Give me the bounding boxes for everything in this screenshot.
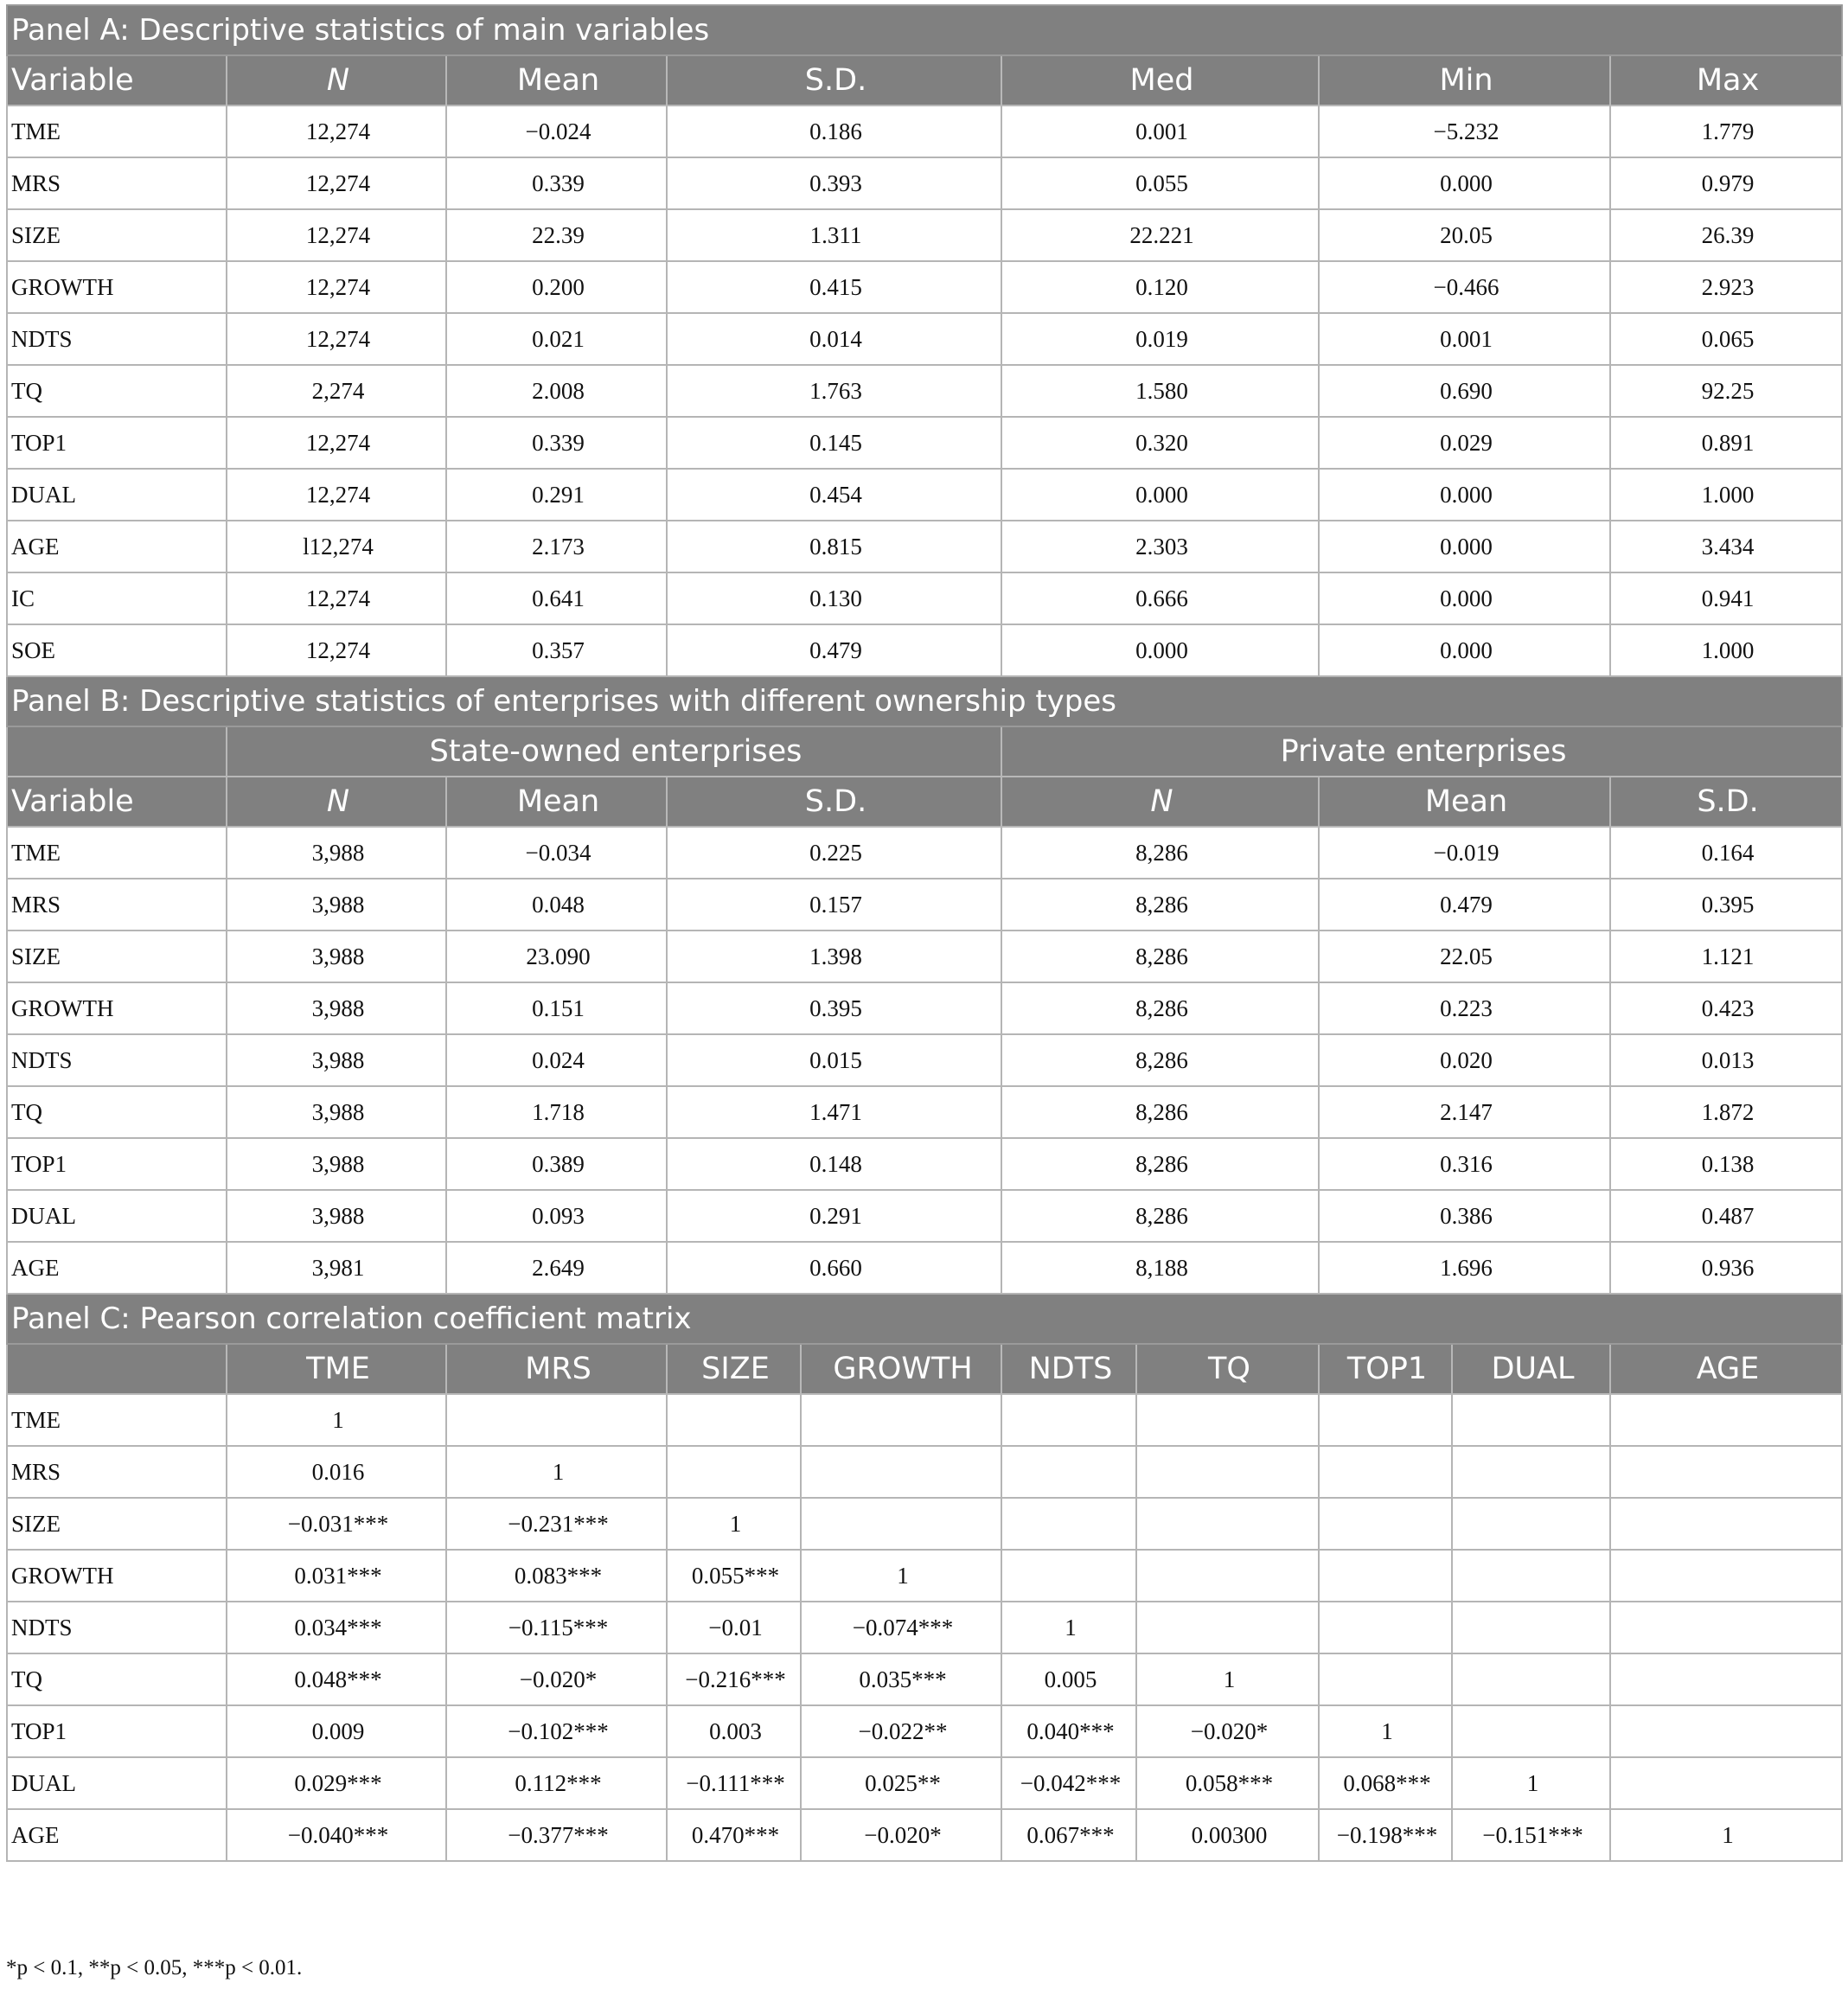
table-cell: 3,988 — [227, 1190, 446, 1242]
table-cell: 0.013 — [1610, 1034, 1842, 1086]
table-cell: −0.042*** — [1001, 1757, 1136, 1809]
table-cell: 2.173 — [446, 521, 667, 572]
table-cell: 0.000 — [1001, 624, 1319, 676]
table-row — [7, 261, 1842, 313]
table-cell: 1 — [1452, 1757, 1610, 1809]
table-row — [7, 879, 1842, 931]
table-cell: 0.009 — [227, 1705, 446, 1757]
table-cell: 12,274 — [227, 624, 446, 676]
row-label: SIZE — [7, 931, 227, 982]
column-header: TQ — [1136, 1344, 1319, 1394]
table-row — [7, 572, 1842, 624]
table-cell: −0.020* — [1136, 1705, 1319, 1757]
table-cell: 1 — [801, 1550, 1001, 1602]
table-cell: 0.029*** — [227, 1757, 446, 1809]
table-cell: 8,286 — [1001, 1138, 1319, 1190]
table-cell: −5.232 — [1319, 106, 1610, 157]
table-cell: 0.339 — [446, 417, 667, 469]
table-row — [7, 1446, 1842, 1498]
row-label: NDTS — [7, 1602, 227, 1653]
table-cell: −0.377*** — [446, 1809, 667, 1861]
table-cell: −0.216*** — [667, 1653, 801, 1705]
statistics-table-container — [6, 4, 1841, 1862]
table-row — [7, 1602, 1842, 1653]
table-cell: −0.022** — [801, 1705, 1001, 1757]
table-row — [7, 417, 1842, 469]
table-cell: 3.434 — [1610, 521, 1842, 572]
table-cell: 0.660 — [667, 1242, 1001, 1294]
column-header: SIZE — [667, 1344, 801, 1394]
group-header-state-owned: State-owned enterprises — [227, 726, 1001, 777]
table-cell: 0.035*** — [801, 1653, 1001, 1705]
table-cell — [1319, 1446, 1452, 1498]
table-cell: 0.00300 — [1136, 1809, 1319, 1861]
column-header: Mean — [446, 777, 667, 827]
table-row — [7, 1394, 1842, 1446]
table-cell — [801, 1498, 1001, 1550]
table-cell — [1001, 1498, 1136, 1550]
table-cell: 1.000 — [1610, 469, 1842, 521]
table-cell: 0.048 — [446, 879, 667, 931]
table-cell: 0.357 — [446, 624, 667, 676]
table-row — [7, 1498, 1842, 1550]
table-row — [7, 365, 1842, 417]
column-header: Mean — [446, 55, 667, 106]
table-cell: 92.25 — [1610, 365, 1842, 417]
row-label: SIZE — [7, 1498, 227, 1550]
column-header: N — [227, 777, 446, 827]
table-cell: 0.019 — [1001, 313, 1319, 365]
table-cell — [1319, 1550, 1452, 1602]
column-header: Min — [1319, 55, 1610, 106]
table-cell: 1 — [1610, 1809, 1842, 1861]
table-row — [7, 313, 1842, 365]
row-label: TQ — [7, 365, 227, 417]
row-label: DUAL — [7, 1190, 227, 1242]
table-cell: −0.034 — [446, 827, 667, 879]
table-cell: 0.979 — [1610, 157, 1842, 209]
column-header — [7, 726, 227, 777]
table-cell: 1.763 — [667, 365, 1001, 417]
table-cell — [1001, 1550, 1136, 1602]
row-label: SOE — [7, 624, 227, 676]
table-cell: 12,274 — [227, 209, 446, 261]
panel-a-title: Panel A: Descriptive statistics of main variables — [7, 5, 1842, 55]
table-cell: 0.000 — [1319, 572, 1610, 624]
table-cell: 1 — [227, 1394, 446, 1446]
table-cell: 1.311 — [667, 209, 1001, 261]
table-cell — [1610, 1550, 1842, 1602]
column-header: S.D. — [1610, 777, 1842, 827]
table-cell: 0.164 — [1610, 827, 1842, 879]
table-cell — [1610, 1498, 1842, 1550]
table-cell: 0.148 — [667, 1138, 1001, 1190]
row-label: MRS — [7, 157, 227, 209]
table-cell: 1 — [1319, 1705, 1452, 1757]
table-cell: 0.025** — [801, 1757, 1001, 1809]
table-cell: 0.389 — [446, 1138, 667, 1190]
table-cell: −0.024 — [446, 106, 667, 157]
table-cell: 0.200 — [446, 261, 667, 313]
table-cell: 0.320 — [1001, 417, 1319, 469]
table-cell: 0.000 — [1319, 469, 1610, 521]
table-cell: 2.923 — [1610, 261, 1842, 313]
table-cell: 0.000 — [1319, 521, 1610, 572]
table-row — [7, 469, 1842, 521]
table-cell: 8,286 — [1001, 879, 1319, 931]
table-cell: −0.231*** — [446, 1498, 667, 1550]
table-cell: 2.147 — [1319, 1086, 1610, 1138]
table-cell: 12,274 — [227, 261, 446, 313]
row-label: DUAL — [7, 469, 227, 521]
row-label: AGE — [7, 1809, 227, 1861]
column-header: NDTS — [1001, 1344, 1136, 1394]
table-row — [7, 827, 1842, 879]
table-cell — [1136, 1602, 1319, 1653]
table-cell: 1.121 — [1610, 931, 1842, 982]
table-cell: 22.05 — [1319, 931, 1610, 982]
table-cell — [1610, 1446, 1842, 1498]
table-cell: 0.024 — [446, 1034, 667, 1086]
table-cell: 0.666 — [1001, 572, 1319, 624]
table-row — [7, 1242, 1842, 1294]
table-cell: 0.145 — [667, 417, 1001, 469]
table-cell: 0.386 — [1319, 1190, 1610, 1242]
table-cell: 0.225 — [667, 827, 1001, 879]
table-cell — [1452, 1498, 1610, 1550]
table-cell: 0.487 — [1610, 1190, 1842, 1242]
table-cell — [801, 1394, 1001, 1446]
table-cell: 0.000 — [1319, 157, 1610, 209]
table-cell: 0.130 — [667, 572, 1001, 624]
table-cell: 3,988 — [227, 1086, 446, 1138]
table-cell: 0.000 — [1319, 624, 1610, 676]
row-label: GROWTH — [7, 261, 227, 313]
table-cell: 0.001 — [1001, 106, 1319, 157]
table-cell: 0.120 — [1001, 261, 1319, 313]
table-cell: 0.186 — [667, 106, 1001, 157]
table-cell: 0.223 — [1319, 982, 1610, 1034]
table-row — [7, 624, 1842, 676]
table-cell: 0.815 — [667, 521, 1001, 572]
table-cell: 3,988 — [227, 1034, 446, 1086]
table-cell: 0.112*** — [446, 1757, 667, 1809]
column-header: Variable — [7, 55, 227, 106]
table-cell — [801, 1446, 1001, 1498]
table-cell: 8,286 — [1001, 982, 1319, 1034]
table-cell — [1319, 1394, 1452, 1446]
table-cell: 0.454 — [667, 469, 1001, 521]
column-header: N — [1001, 777, 1319, 827]
table-row — [7, 1034, 1842, 1086]
table-cell: 3,981 — [227, 1242, 446, 1294]
table-cell: 0.065 — [1610, 313, 1842, 365]
table-cell: 0.479 — [1319, 879, 1610, 931]
table-cell — [1610, 1394, 1842, 1446]
table-cell: 23.090 — [446, 931, 667, 982]
table-row — [7, 1809, 1842, 1861]
table-cell: 0.016 — [227, 1446, 446, 1498]
table-cell — [1452, 1394, 1610, 1446]
table-cell — [1452, 1446, 1610, 1498]
table-cell: 2.008 — [446, 365, 667, 417]
table-cell: 0.021 — [446, 313, 667, 365]
table-cell: 3,988 — [227, 827, 446, 879]
table-cell: 1.779 — [1610, 106, 1842, 157]
table-row — [7, 157, 1842, 209]
table-cell: 0.151 — [446, 982, 667, 1034]
panel-c-title-row — [7, 1294, 1842, 1344]
table-row — [7, 521, 1842, 572]
column-header: MRS — [446, 1344, 667, 1394]
table-cell: 0.034*** — [227, 1602, 446, 1653]
panel-c-title: Panel C: Pearson correlation coefficient matrix — [7, 1294, 1842, 1344]
column-header: S.D. — [667, 777, 1001, 827]
table-cell: 1.872 — [1610, 1086, 1842, 1138]
row-label: TME — [7, 827, 227, 879]
table-cell: 0.093 — [446, 1190, 667, 1242]
table-cell: −0.102*** — [446, 1705, 667, 1757]
table-cell: 22.221 — [1001, 209, 1319, 261]
panel-b-title-row — [7, 676, 1842, 726]
table-cell: 0.020 — [1319, 1034, 1610, 1086]
row-label: AGE — [7, 1242, 227, 1294]
table-cell: 2.303 — [1001, 521, 1319, 572]
column-header: AGE — [1610, 1344, 1842, 1394]
table-cell: 8,286 — [1001, 1034, 1319, 1086]
table-cell: −0.01 — [667, 1602, 801, 1653]
table-row — [7, 982, 1842, 1034]
table-cell: 0.058*** — [1136, 1757, 1319, 1809]
table-cell: −0.040*** — [227, 1809, 446, 1861]
table-row — [7, 1757, 1842, 1809]
table-cell — [1001, 1446, 1136, 1498]
table-cell: 0.157 — [667, 879, 1001, 931]
table-cell — [1136, 1446, 1319, 1498]
table-cell — [667, 1394, 801, 1446]
column-header — [7, 1344, 227, 1394]
table-cell — [1452, 1602, 1610, 1653]
table-row — [7, 931, 1842, 982]
table-cell: 0.690 — [1319, 365, 1610, 417]
group-header-private: Private enterprises — [1001, 726, 1842, 777]
row-label: IC — [7, 572, 227, 624]
table-cell: 12,274 — [227, 469, 446, 521]
table-cell: 8,286 — [1001, 1190, 1319, 1242]
table-row — [7, 1190, 1842, 1242]
table-cell — [1610, 1602, 1842, 1653]
row-label: NDTS — [7, 313, 227, 365]
row-label: GROWTH — [7, 982, 227, 1034]
table-cell: 1 — [1001, 1602, 1136, 1653]
table-cell: 0.470*** — [667, 1809, 801, 1861]
table-cell: −0.020* — [801, 1809, 1001, 1861]
table-cell: 0.015 — [667, 1034, 1001, 1086]
table-cell: 3,988 — [227, 879, 446, 931]
table-cell: 0.138 — [1610, 1138, 1842, 1190]
table-cell — [667, 1446, 801, 1498]
table-cell: 0.941 — [1610, 572, 1842, 624]
row-label: MRS — [7, 1446, 227, 1498]
row-label: DUAL — [7, 1757, 227, 1809]
row-label: TOP1 — [7, 1138, 227, 1190]
table-cell: 8,286 — [1001, 931, 1319, 982]
table-cell: 1.696 — [1319, 1242, 1610, 1294]
row-label: TQ — [7, 1653, 227, 1705]
table-cell: 12,274 — [227, 417, 446, 469]
table-cell: 1.580 — [1001, 365, 1319, 417]
table-cell: −0.031*** — [227, 1498, 446, 1550]
table-cell: 1.398 — [667, 931, 1001, 982]
row-label: TQ — [7, 1086, 227, 1138]
column-header: TME — [227, 1344, 446, 1394]
table-row — [7, 1705, 1842, 1757]
row-label: TOP1 — [7, 1705, 227, 1757]
table-cell: 8,188 — [1001, 1242, 1319, 1294]
table-row — [7, 209, 1842, 261]
table-row — [7, 1653, 1842, 1705]
table-cell: −0.151*** — [1452, 1809, 1610, 1861]
table-cell: 8,286 — [1001, 1086, 1319, 1138]
table-cell: 0.641 — [446, 572, 667, 624]
table-cell: 1.718 — [446, 1086, 667, 1138]
table-cell: 0.395 — [1610, 879, 1842, 931]
table-cell — [1319, 1498, 1452, 1550]
table-cell — [1452, 1705, 1610, 1757]
column-header: Variable — [7, 777, 227, 827]
row-label: AGE — [7, 521, 227, 572]
table-cell: 0.029 — [1319, 417, 1610, 469]
table-cell: −0.466 — [1319, 261, 1610, 313]
column-header: S.D. — [667, 55, 1001, 106]
table-row — [7, 1086, 1842, 1138]
table-cell: 0.031*** — [227, 1550, 446, 1602]
table-cell: 12,274 — [227, 313, 446, 365]
table-cell — [1136, 1498, 1319, 1550]
table-cell: 0.423 — [1610, 982, 1842, 1034]
table-cell: 12,274 — [227, 157, 446, 209]
panel-c-header-row — [7, 1344, 1842, 1394]
row-label: TME — [7, 106, 227, 157]
table-cell: −0.074*** — [801, 1602, 1001, 1653]
table-cell: 0.048*** — [227, 1653, 446, 1705]
table-cell — [1452, 1653, 1610, 1705]
table-row — [7, 1138, 1842, 1190]
table-cell: 0.291 — [446, 469, 667, 521]
table-cell: 3,988 — [227, 931, 446, 982]
table-cell: 20.05 — [1319, 209, 1610, 261]
table-cell — [1136, 1394, 1319, 1446]
table-cell — [1610, 1757, 1842, 1809]
table-cell — [1001, 1394, 1136, 1446]
table-cell: 0.000 — [1001, 469, 1319, 521]
table-cell: 1.471 — [667, 1086, 1001, 1138]
table-cell: 0.415 — [667, 261, 1001, 313]
table-cell: −0.115*** — [446, 1602, 667, 1653]
row-label: MRS — [7, 879, 227, 931]
table-cell: 0.891 — [1610, 417, 1842, 469]
table-cell: 0.003 — [667, 1705, 801, 1757]
table-cell: 26.39 — [1610, 209, 1842, 261]
table-cell — [1610, 1653, 1842, 1705]
table-cell: 0.068*** — [1319, 1757, 1452, 1809]
row-label: TOP1 — [7, 417, 227, 469]
table-cell: 0.291 — [667, 1190, 1001, 1242]
table-cell: 0.005 — [1001, 1653, 1136, 1705]
statistics-table — [6, 4, 1843, 1862]
table-cell: 22.39 — [446, 209, 667, 261]
table-cell: 3,988 — [227, 982, 446, 1034]
table-cell: 0.936 — [1610, 1242, 1842, 1294]
column-header: Mean — [1319, 777, 1610, 827]
footnote: *p < 0.1, **p < 0.05, ***p < 0.01. — [6, 1956, 303, 1979]
table-cell — [1136, 1550, 1319, 1602]
table-cell: 0.395 — [667, 982, 1001, 1034]
table-cell: 0.393 — [667, 157, 1001, 209]
column-header: GROWTH — [801, 1344, 1001, 1394]
column-header: DUAL — [1452, 1344, 1610, 1394]
table-cell: 0.083*** — [446, 1550, 667, 1602]
table-cell: −0.019 — [1319, 827, 1610, 879]
panel-b-title: Panel B: Descriptive statistics of enterprises with different ownership types — [7, 676, 1842, 726]
table-row — [7, 1550, 1842, 1602]
table-cell: 0.001 — [1319, 313, 1610, 365]
column-header: Med — [1001, 55, 1319, 106]
panel-a-title-row — [7, 5, 1842, 55]
table-cell: 2,274 — [227, 365, 446, 417]
column-header: N — [227, 55, 446, 106]
table-cell: 8,286 — [1001, 827, 1319, 879]
table-cell: 0.040*** — [1001, 1705, 1136, 1757]
table-cell: 12,274 — [227, 572, 446, 624]
table-cell: 0.055 — [1001, 157, 1319, 209]
table-cell: 0.479 — [667, 624, 1001, 676]
table-cell — [1319, 1653, 1452, 1705]
table-cell: 12,274 — [227, 106, 446, 157]
table-cell: −0.020* — [446, 1653, 667, 1705]
table-cell: 0.014 — [667, 313, 1001, 365]
table-cell: 1 — [1136, 1653, 1319, 1705]
table-cell — [1452, 1550, 1610, 1602]
table-cell: 0.055*** — [667, 1550, 801, 1602]
table-cell — [446, 1394, 667, 1446]
table-cell: 0.339 — [446, 157, 667, 209]
row-label: NDTS — [7, 1034, 227, 1086]
panel-b-header-row — [7, 777, 1842, 827]
table-cell — [1610, 1705, 1842, 1757]
table-cell: 1.000 — [1610, 624, 1842, 676]
table-cell: 0.067*** — [1001, 1809, 1136, 1861]
column-header: Max — [1610, 55, 1842, 106]
row-label: GROWTH — [7, 1550, 227, 1602]
table-cell: 1 — [667, 1498, 801, 1550]
table-cell: −0.111*** — [667, 1757, 801, 1809]
panel-a-header-row — [7, 55, 1842, 106]
table-cell: 3,988 — [227, 1138, 446, 1190]
row-label: TME — [7, 1394, 227, 1446]
panel-b-group-header-row — [7, 726, 1842, 777]
table-row — [7, 106, 1842, 157]
table-cell: −0.198*** — [1319, 1809, 1452, 1861]
table-cell: 2.649 — [446, 1242, 667, 1294]
table-cell: l12,274 — [227, 521, 446, 572]
table-cell: 0.316 — [1319, 1138, 1610, 1190]
table-cell — [1319, 1602, 1452, 1653]
column-header: TOP1 — [1319, 1344, 1452, 1394]
row-label: SIZE — [7, 209, 227, 261]
table-cell: 1 — [446, 1446, 667, 1498]
